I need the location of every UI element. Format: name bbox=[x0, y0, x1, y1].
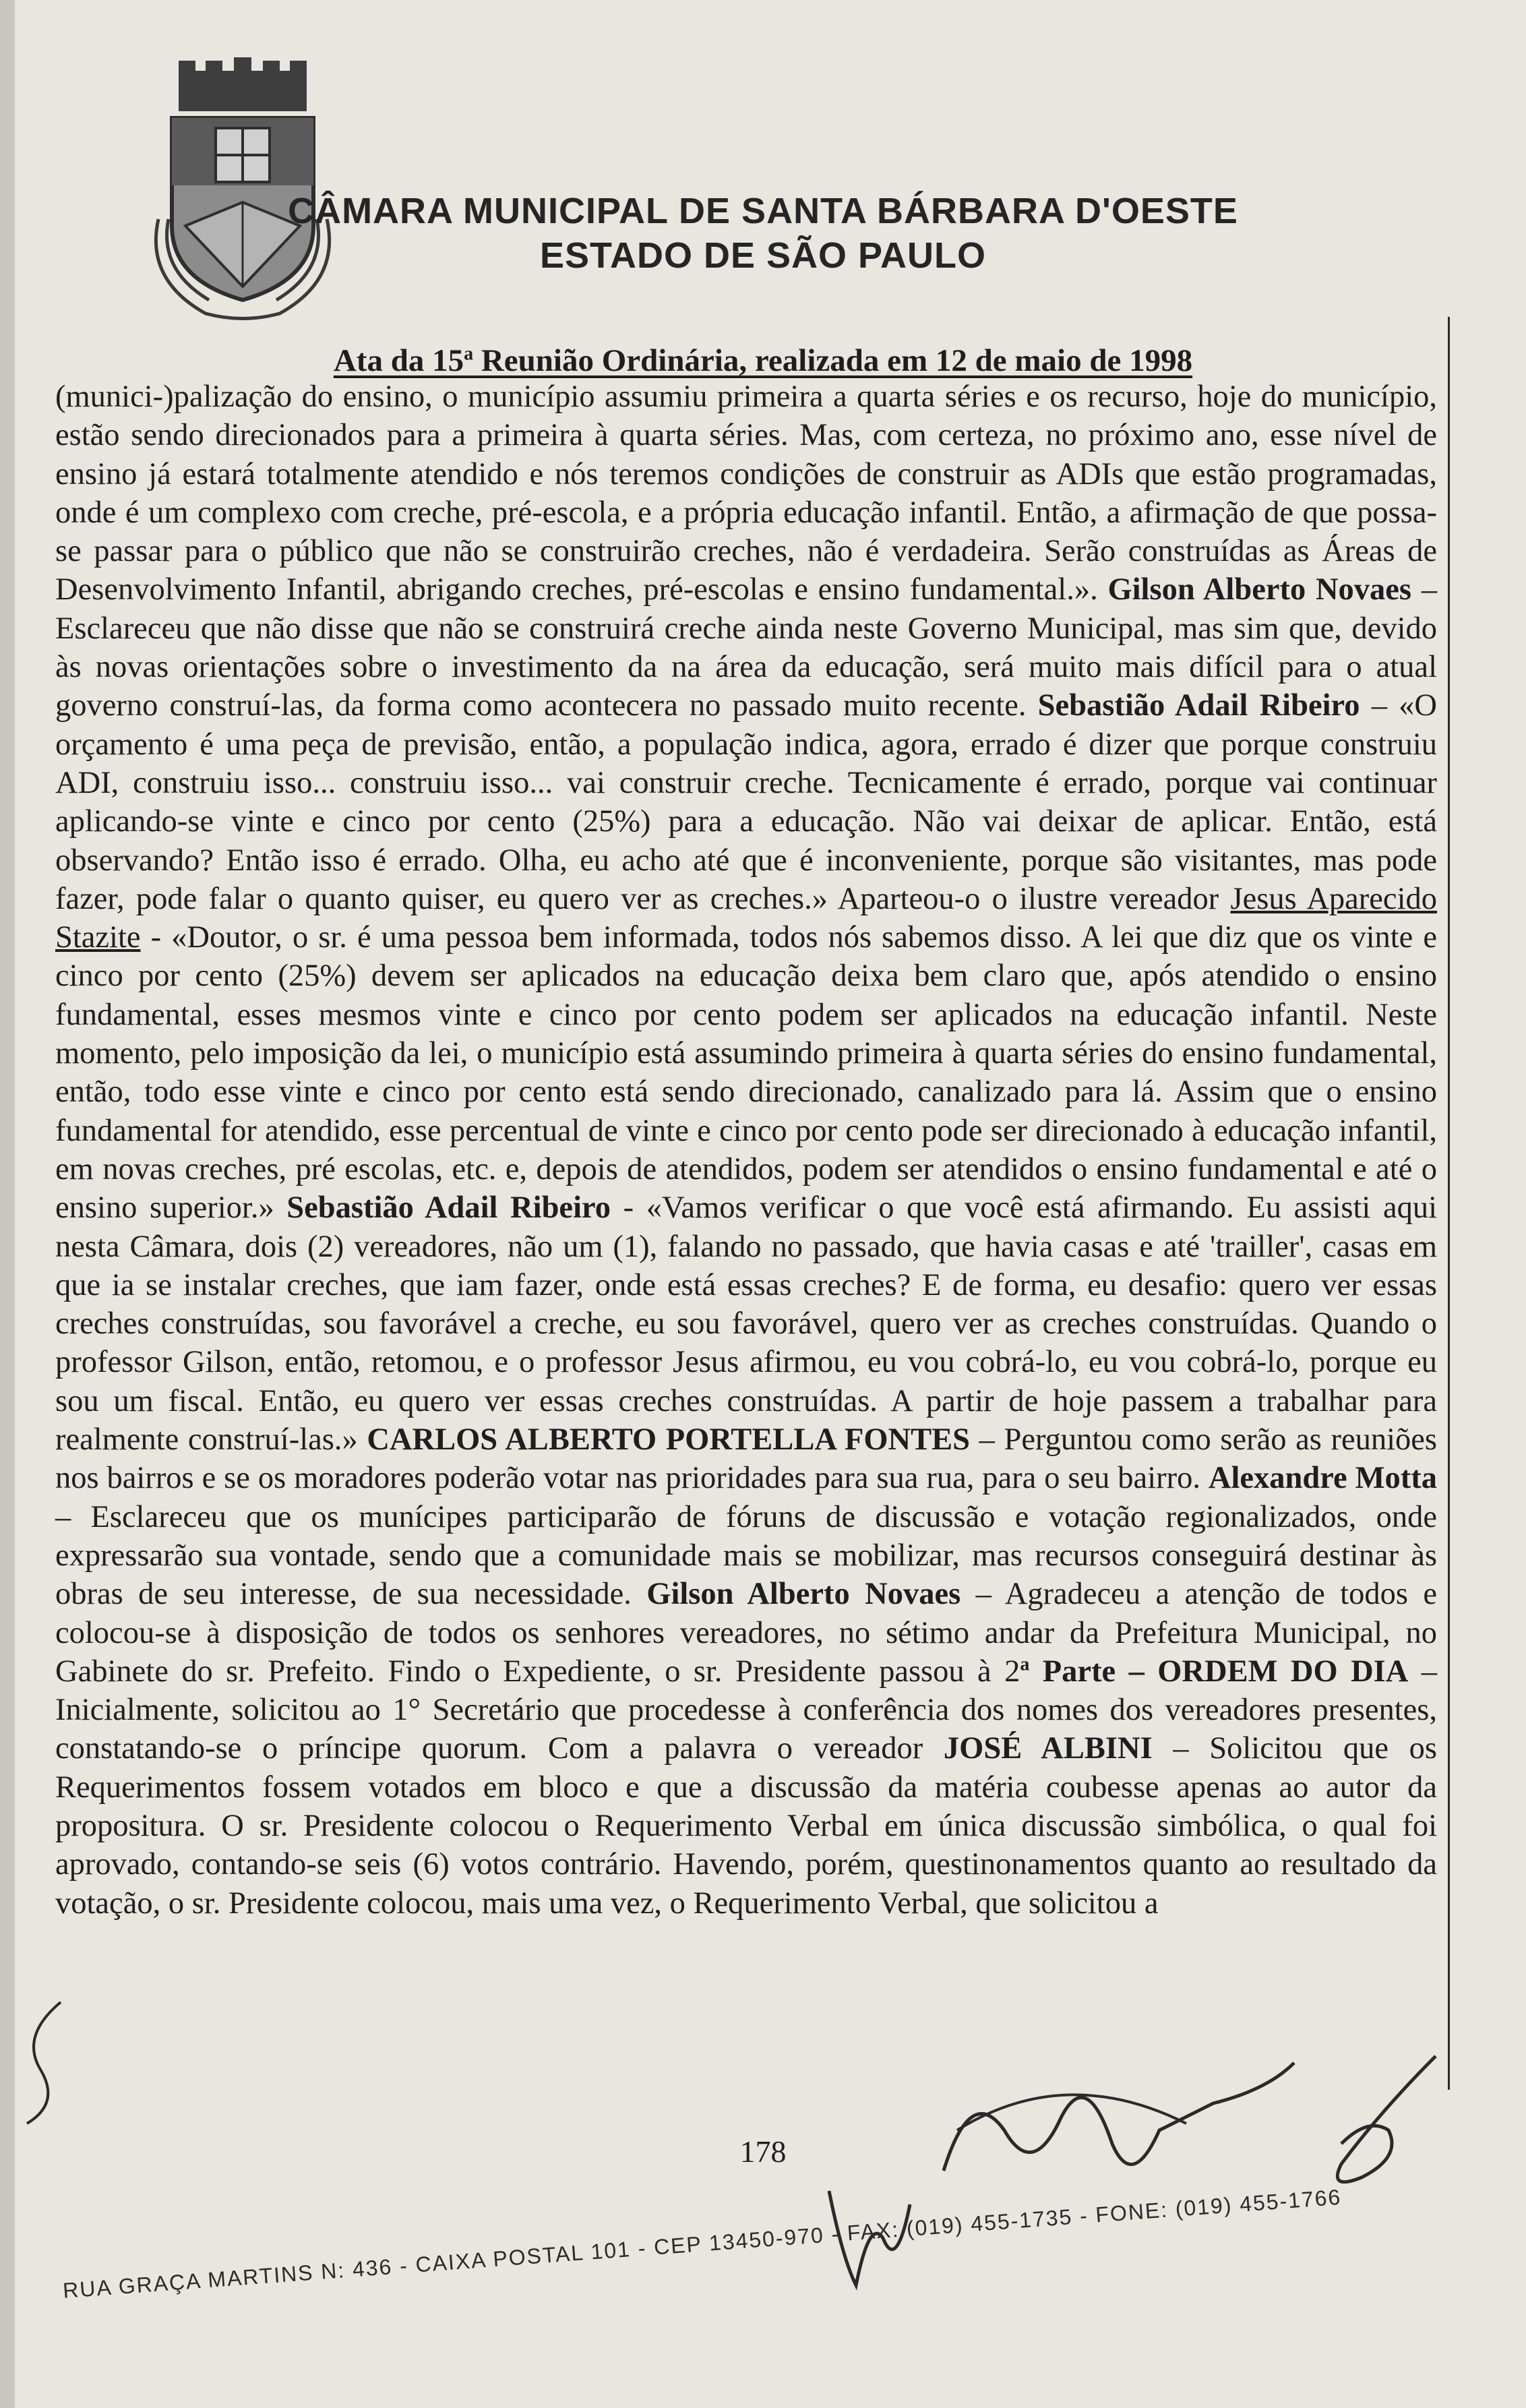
minutes-body bbox=[55, 378, 1437, 1923]
header-state-name: ESTADO DE SÃO PAULO bbox=[539, 235, 987, 276]
speaker-name: JOSÉ ALBINI bbox=[943, 1731, 1153, 1766]
header-chamber-name: CÂMARA MUNICIPAL DE SANTA BÁRBARA D'OESTE bbox=[288, 191, 1238, 231]
page-number: 178 bbox=[739, 2134, 787, 2169]
footer-address: RUA GRAÇA MARTINS N: 436 - CAIXA POSTAL 101 - CEP 13450-970 - FAX: (019) 455-1735 - FONE: (019) 455-1766 bbox=[62, 2184, 1343, 2303]
speaker-name: CARLOS ALBERTO PORTELLA FONTES bbox=[367, 1422, 971, 1457]
speaker-name: Gilson Alberto Novaes bbox=[646, 1577, 961, 1612]
section-heading: $^a$ Parte – ORDEM DO DIA bbox=[1020, 1654, 1409, 1689]
speaker-name: Sebastião Adail Ribeiro bbox=[1037, 688, 1360, 723]
signature-mark bbox=[930, 2022, 1308, 2198]
signature-mark bbox=[1301, 2049, 1476, 2198]
minutes-title: Ata da 15$^a$ Reunião Ordinária, realizada em 12 de maio de 1998 bbox=[333, 343, 1193, 378]
speaker-name: Alexandre Motta bbox=[1208, 1461, 1437, 1496]
margin-rule bbox=[1448, 317, 1450, 2090]
signature-mark bbox=[13, 1995, 74, 2130]
body-paragraph: (munici-)palização do ensino, o município assumiu primeira a quarta séries e os recurso, hoje do município, estão sendo direcionados para a primeira à quarta séries. Mas, com certeza, no próximo ano, esse nível de ensino já estará totalmente atendido e nós teremos condições de construir as ADIs que estão programadas, onde é um complexo com creche, pré-escola, e a própria educação infantil. Então, a afirmação de que possa-se passar para o público que não se construirão creches, não é verdadeira. Serão construídas as Áreas de Desenvolvimento Infantil, abrigando creches, pré-escolas e ensino fundamental.». Gilson Alberto Novaes – Esclareceu que não disse que não se construirá creche ainda neste Governo Municipal, mas sim que, devido às novas orientações sobre o investimento da na área da educação, será muito mais difícil para o atual governo construí-las, da forma como acontecera no passado muito recente. Sebastião Adail Ribeiro – «O orçamento é uma peça de previsão, então, a população indica, agora, errado é dizer que porque construiu ADI, construiu isso... construiu isso... vai construir creche. Tecnicamente é errado, porque vai continuar aplicando-se vinte e cinco por cento (25%) para a educação. Não vai deixar de aplicar. Então, está observando? Então isso é errado. Olha, eu acho até que é inconveniente, porque são visitantes, mas pode fazer, pode falar o quanto quiser, eu quero ver as creches.» Aparteou-o o ilustre vereador Jesus Aparecido Stazite - «Doutor, o sr. é uma pessoa bem informada, todos nós sabemos disso. A lei que diz que os vinte e cinco por cento (25%) devem ser aplicados na educação deixa bem claro que, após atendido o ensino fundamental, esses mesmos vinte e cinco por cento podem ser aplicados na educação infantil. Neste momento, pelo imposição da lei, o município está assumindo primeira à quarta séries do ensino fundamental, então, todo esse vinte e cinco por cento está sendo direcionado, canalizado para lá. Assim que o ensino fundamental for atendido, esse percentual de vinte e cinco por cento pode ser direcionado à educação infantil, em novas creches, pré escolas, etc. e, depois de atendidos, podem ser atendidos o ensino fundamental e até o ensino superior.» Sebastião Adail Ribeiro - «Vamos verificar o que você está afirmando. Eu assisti aqui nesta Câmara, dois (2) vereadores, não um (1), falando no passado, que havia casas e até 'trailler', casas em que ia se instalar creches, que iam fazer, onde está essas creches? E de forma, eu desafio: quero ver essas creches construídas, sou favorável a creche, eu sou favorável, quero ver as creches construídas. Quando o professor Gilson, então, retomou, e o professor Jesus afirmou, eu vou cobrá-lo, eu vou cobrá-lo, porque eu sou um fiscal. Então, eu quero ver essas creches construídas. A partir de hoje passem a trabalhar para realmente construí-las.» CARLOS ALBERTO PORTELLA FONTES – Perguntou como serão as reuniões nos bairros e se os moradores poderão votar nas prioridades para sua rua, para o seu bairro. Alexandre Motta – Esclareceu que os munícipes participarão de fóruns de discussão e votação regionalizados, onde expressarão sua vontade, sendo que a comunidade mais se mobilizar, mas recursos conseguirá destinar às obras de seu interesse, de sua necessidade. Gilson Alberto Novaes – Agradeceu a atenção de todos e colocou-se à disposição de todos os senhores vereadores, no sétimo andar da Prefeitura Municipal, no Gabinete do sr. Prefeito. Findo o Expediente, o sr. Presidente passou à 2$^a$ Parte – ORDEM DO DIA – Inicialmente, solicitou ao 1° Secretário que procedesse à conferência dos nomes dos vereadores presentes, constatando-se o príncipe quorum. Com a palavra o vereador JOSÉ ALBINI – Solicitou que os Requerimentos fossem votados em bloco e que a discussão da matéria coubesse apenas ao autor da propositura. O sr. Presidente colocou o Requerimento Verbal em única discussão simbólica, o qual foi aprovado, contando-se seis (6) votos contrário. Havendo, porém, questinonamentos quanto ao resultado da votação, o sr. Presidente colocou, mais uma vez, o Requerimento Verbal, que solicitou a bbox=[55, 380, 1438, 1921]
speaker-name: Jesus Aparecido Stazite bbox=[55, 881, 1437, 955]
speaker-name: Sebastião Adail Ribeiro bbox=[286, 1191, 611, 1226]
speaker-name: Gilson Alberto Novaes bbox=[1107, 572, 1412, 607]
